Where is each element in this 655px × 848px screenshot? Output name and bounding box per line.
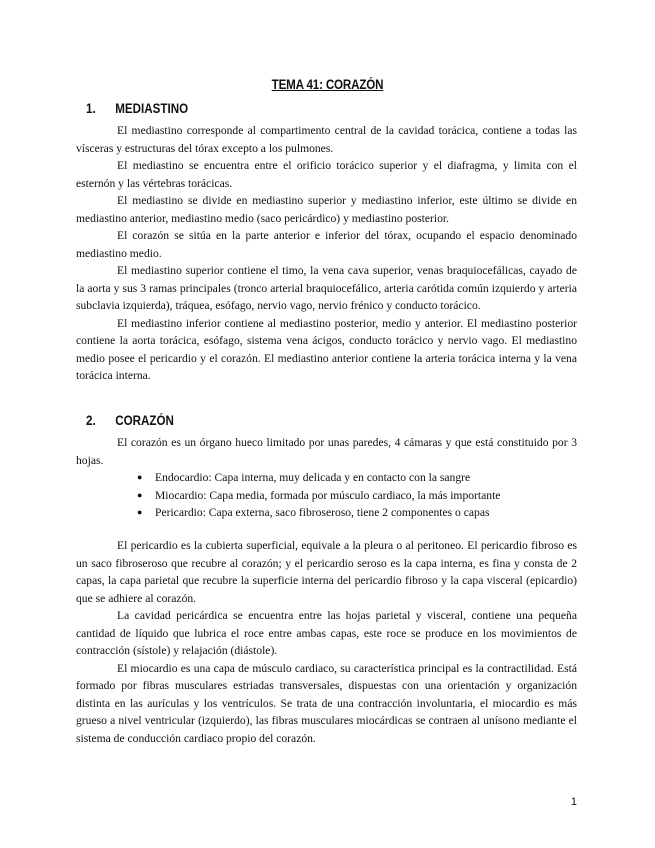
paragraph: El miocardio es una capa de músculo cardiaco, su característica principal es la contractilidad. Está formado por fibras musculares estriadas transversales, dispuestas con una orientación y organización distinta en las aurículas y los ventrículos. Se trata de una contracción involuntaria, el miocardio es más grueso a nivel ventricular (izquierdo), las fibras musculares miocárdicas se contraen al unísono mediante el sistema de conducción cardiaco propio del corazón. <box>76 661 577 745</box>
section-number: 1. <box>86 101 96 116</box>
paragraph: El mediastino superior contiene el timo, la vena cava superior, venas braquiocefálicas, cayado de la aorta y sus 3 ramas principales (tronco arterial braquiocefálico, arteria carótida común izquierdo y arteria subclavia izquierda), tráquea, esófago, nervio vago, nervio frénico y conducto torácico. <box>76 264 577 312</box>
paragraph: La cavidad pericárdica se encuentra entre las hojas parietal y visceral, contiene una pequeña cantidad de líquido que lubrica el roce entre ambas capas, este roce se produce en los movimientos de contracción (sístole) y relajación (diástole). <box>76 609 577 657</box>
section-title: CORAZÓN <box>115 413 174 428</box>
page-number: 1 <box>570 796 577 808</box>
paragraph: El mediastino inferior contiene al mediastino posterior, medio y anterior. El mediastino posterior contiene la aorta torácica, esófago, sistema vena ácigos, conducto torácico y nervio vago. El mediastino medio posee el pericardio y el corazón. El mediastino anterior contiene la arteria torácica interna y la vena torácica interna. <box>76 316 577 382</box>
list-item: ● Endocardio: Capa interna, muy delicada y en contacto con la sangre <box>137 469 577 487</box>
section-title: MEDIASTINO <box>115 101 189 116</box>
layers-list <box>76 469 577 522</box>
paragraph: El mediastino corresponde al compartimento central de la cavidad torácica, contiene a todas las vísceras y estructuras del tórax excepto a los pulmones. <box>76 124 577 155</box>
paragraph: El mediastino se divide en mediastino superior y mediastino inferior, este último se divide en mediastino anterior, mediastino medio (saco pericárdico) y mediastino posterior. <box>76 194 577 225</box>
paragraph: El mediastino se encuentra entre el orificio torácico superior y el diafragma, y limita con el esternón y las vértebras torácicas. <box>76 159 577 190</box>
section-heading-corazon <box>86 412 174 430</box>
list-item: ● Miocardio: Capa media, formada por músculo cardiaco, la más importante <box>137 487 577 505</box>
section-body-corazon-continued <box>76 537 577 747</box>
document-title: TEMA 41: CORAZÓN <box>271 77 384 92</box>
paragraph: El pericardio es la cubierta superficial, equivale a la pleura o al peritoneo. El pericardio fibroso es un saco fibroseroso que recubre al corazón; y el pericardio seroso es la capa interna, es fina y consta de 2 capas, la capa parietal que recubre la superficie interna del pericardio fibroso y la capa visceral (epicardio) que se adhiere al corazón. <box>76 539 577 605</box>
section-heading-mediastino <box>86 100 188 118</box>
section-number: 2. <box>86 413 96 428</box>
list-item: ● Pericardio: Capa externa, saco fibroseroso, tiene 2 componentes o capas <box>137 504 577 522</box>
section-body-mediastino <box>76 122 577 385</box>
section-body-corazon <box>76 434 577 522</box>
paragraph: El corazón se sitúa en la parte anterior e inferior del tórax, ocupando el espacio denominado mediastino medio. <box>76 229 577 260</box>
paragraph-intro: El corazón es un órgano hueco limitado por unas paredes, 4 cámaras y que está constituido por 3 hojas. <box>76 436 577 467</box>
